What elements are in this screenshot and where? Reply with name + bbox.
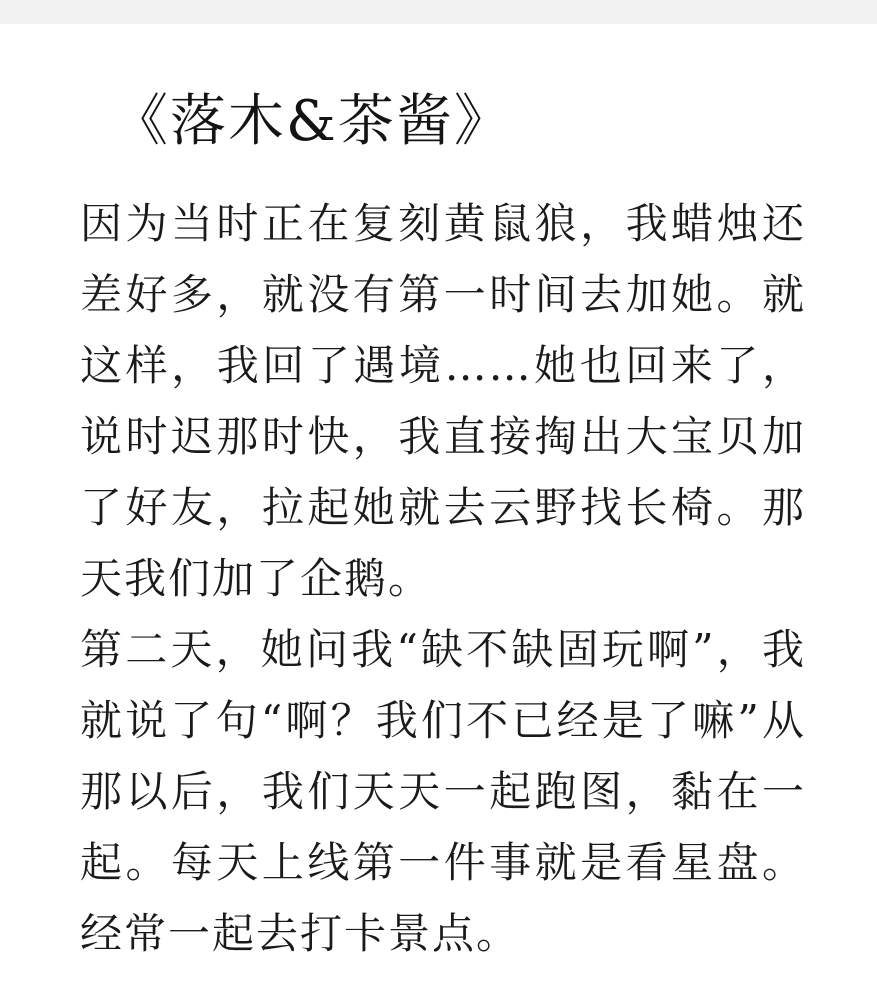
top-edge-strip	[0, 0, 877, 24]
paragraph-1: 因为当时正在复刻黄鼠狼，我蜡烛还差好多，就没有第一时间去加她。就这样，我回了遇境……她也回来了，说时迟那时快，我直接掏出大宝贝加了好友，拉起她就去云野找长椅。那天我们加了企鹅。	[80, 199, 806, 603]
paragraph-2: 第二天，她问我“缺不缺固玩啊”，我就说了句“啊？我们不已经是了嘛”从那以后，我们天天一起跑图，黏在一起。每天上线第一件事就是看星盘。经常一起去打卡景点。	[80, 625, 806, 958]
page-title: 《落木&茶酱》	[112, 89, 512, 154]
story-body	[80, 188, 806, 969]
